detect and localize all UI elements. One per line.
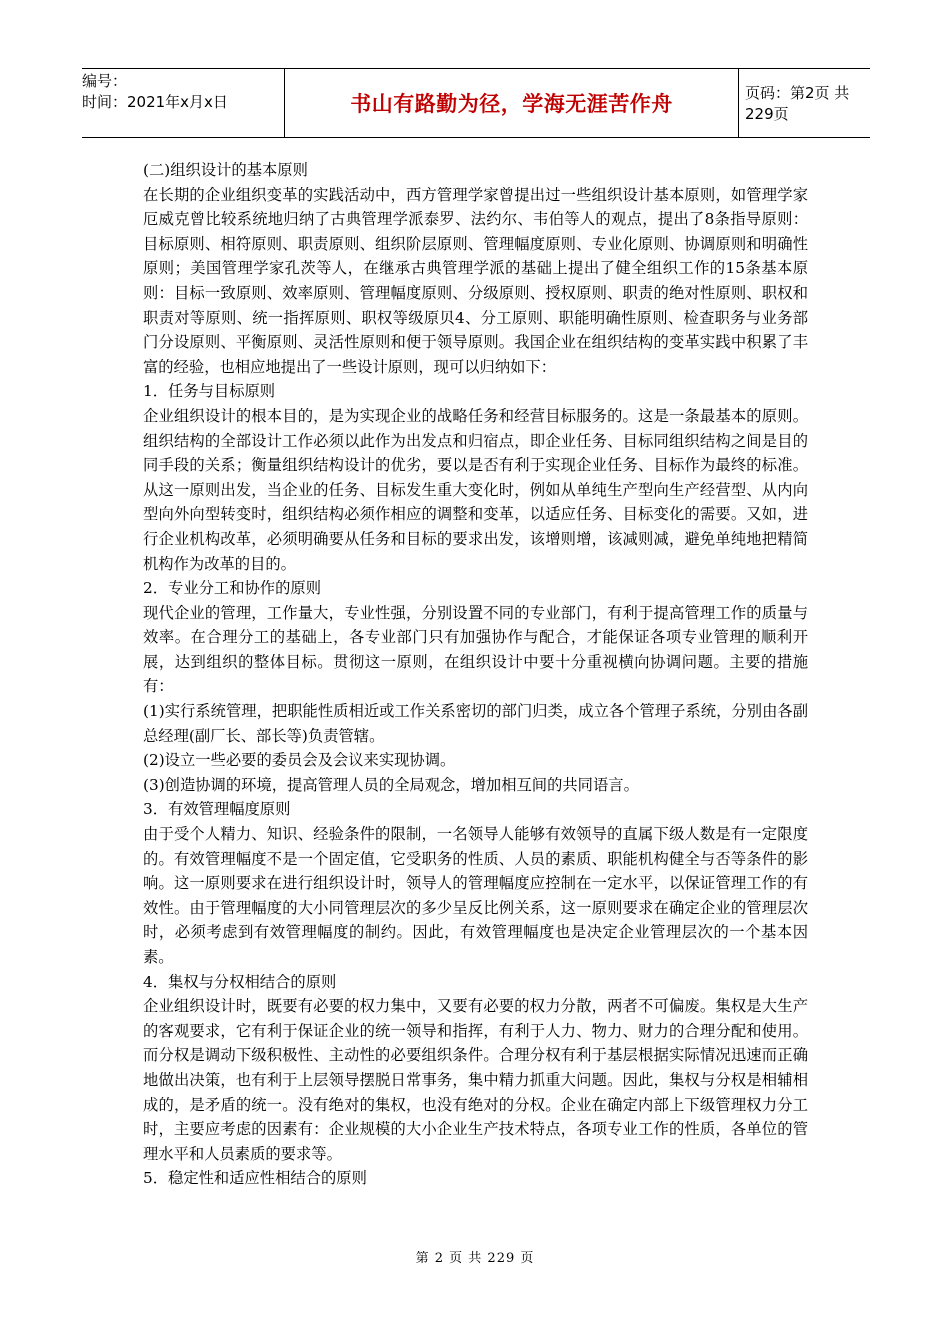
header-motto: 书山有路勤为径，学海无涯苦作舟 bbox=[350, 92, 673, 116]
measure-item: (2)设立一些必要的委员会及会议来实现协调。 bbox=[143, 751, 456, 770]
document-body bbox=[143, 158, 808, 1191]
body-paragraph: 现代企业的管理，工作量大，专业性强，分别设置不同的专业部门，有利于提高管理工作的质量与效率。在合理分工的基础上，各专业部门只有加强协作与配合，才能保证各项专业管理的顺利开展，达到组织的整体目标。贯彻这一原则，在组织设计中要十分重视横向协调问题。主要的措施有： bbox=[143, 603, 808, 696]
body-paragraph: 企业组织设计的根本目的，是为实现企业的战略任务和经营目标服务的。这是一条最基本的原则。组织结构的全部设计工作必须以此作为出发点和归宿点，即企业任务、目标同组织结构之间是目的同手段的关系；衡量组织结构设计的优劣，要以是否有利于实现企业任务、目标作为最终的标准。从这一原则出发，当企业的任务、目标发生重大变化时，例如从单纯生产型向生产经营型、从内向型向外向型转变时，组织结构必须作相应的调整和变革，以适应任务、目标变化的需要。又如，进行企业机构改革，必须明确要从任务和目标的要求出发，该增则增，该减则减，避免单纯地把精简机构作为改革的目的。 bbox=[143, 406, 808, 573]
header-page-info: 页码：第2页 共229页 bbox=[745, 84, 850, 123]
section-heading: (二)组织设计的基本原则 bbox=[143, 161, 308, 179]
document-code-label: 编号： bbox=[82, 72, 128, 90]
principle-heading: 1．任务与目标原则 bbox=[143, 382, 276, 401]
measure-item: (3)创造协调的环境，提高管理人员的全局观念，增加相互间的共同语言。 bbox=[143, 775, 639, 794]
page-footer: 第 2 页 共 229 页 bbox=[415, 1251, 535, 1266]
principle-heading: 4．集权与分权相结合的原则 bbox=[143, 972, 337, 991]
body-paragraph: 由于受个人精力、知识、经验条件的限制，一名领导人能够有效领导的直属下级人数是有一定限度的。有效管理幅度不是一个固定值，它受职务的性质、人员的素质、职能机构健全与否等条件的影响。这一原则要求在进行组织设计时，领导人的管理幅度应控制在一定水平，以保证管理工作的有效性。由于管理幅度的大小同管理层次的多少呈反比例关系，这一原则要求在确定企业的管理层次时，必须考虑到有效管理幅度的制约。因此，有效管理幅度也是决定企业管理层次的一个基本因素。 bbox=[143, 825, 808, 966]
page-header bbox=[82, 68, 870, 138]
principle-heading: 2．专业分工和协作的原则 bbox=[143, 579, 321, 598]
document-date-label: 时间：2021年x月x日 bbox=[82, 93, 228, 111]
principle-heading: 5．稳定性和适应性相结合的原则 bbox=[143, 1169, 367, 1188]
principle-heading: 3．有效管理幅度原则 bbox=[143, 800, 291, 819]
measure-item: (1)实行系统管理，把职能性质相近或工作关系密切的部门归类，成立各个管理子系统，分别由各副总经理(副厂长、部长等)负责管辖。 bbox=[143, 702, 808, 745]
body-paragraph: 企业组织设计时，既要有必要的权力集中，又要有必要的权力分散，两者不可偏废。集权是大生产的客观要求，它有利于保证企业的统一领导和指挥，有利于人力、物力、财力的合理分配和使用。而分权是调动下级积极性、主动性的必要组织条件。合理分权有利于基层根据实际情况迅速而正确地做出决策，也有利于上层领导摆脱日常事务，集中精力抓重大问题。因此，集权与分权是相辅相成的，是矛盾的统一。没有绝对的集权，也没有绝对的分权。企业在确定内部上下级管理权力分工时，主要应考虑的因素有：企业规模的大小企业生产技术特点，各项专业工作的性质，各单位的管理水平和人员素质的要求等。 bbox=[143, 997, 808, 1163]
body-paragraph: 在长期的企业组织变革的实践活动中，西方管理学家曾提出过一些组织设计基本原则，如管理学家厄威克曾比较系统地归纳了古典管理学派泰罗、法约尔、韦伯等人的观点，提出了8条指导原则：目标原则、相符原则、职责原则、组织阶层原则、管理幅度原则、专业化原则、协调原则和明确性原则；美国管理学家孔茨等人，在继承古典管理学派的基础上提出了健全组织工作的15条基本原则：目标一致原则、效率原则、管理幅度原则、分级原则、授权原则、职责的绝对性原则、职权和职责对等原则、统一指挥原则、职权等级原贝4、分工原则、职能明确性原则、检查职务与业务部门分设原则、平衡原则、灵活性原则和便于领导原则。我国企业在组织结构的变革实践中积累了丰富的经验，也相应地提出了一些设计原则，现可以归纳如下： bbox=[143, 185, 808, 376]
header-meta bbox=[82, 69, 282, 139]
header-motto-cell bbox=[284, 69, 739, 137]
